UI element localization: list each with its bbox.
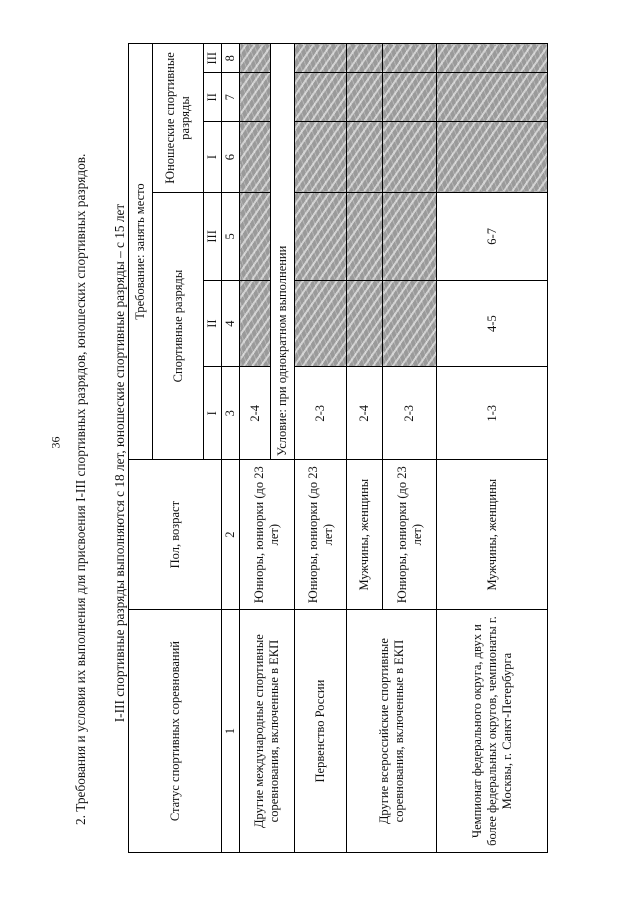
column-number: 5 (222, 192, 240, 280)
column-number: 3 (222, 367, 240, 460)
column-number: 2 (222, 460, 240, 610)
column-number: 8 (222, 44, 240, 73)
shaded-cell (295, 192, 347, 280)
header-youth-ranks: Юношеские спортивные разряды (153, 44, 204, 193)
header-sport-ranks: Спортивные разряды (153, 192, 204, 459)
shaded-cell (347, 73, 383, 122)
header-gender-age: Пол, возраст (129, 460, 222, 610)
section-heading: 2. Требования и условия их выполнения для присвоения I-III спортивных разрядов, юношеских спортивных разрядов. (73, 153, 88, 825)
column-number: 4 (222, 280, 240, 367)
shaded-cell (347, 192, 383, 280)
shaded-cell (240, 280, 271, 367)
shaded-cell (240, 192, 271, 280)
shaded-cell (240, 122, 271, 193)
gender-cell: Мужчины, женщины (437, 460, 548, 610)
shaded-cell (437, 73, 548, 122)
header-status: Статус спортивных соревнований (129, 610, 222, 853)
shaded-cell (347, 280, 383, 367)
place-rank-3: 6-7 (437, 192, 548, 280)
rank-label: II (204, 73, 222, 122)
page-number: 36 (48, 436, 63, 449)
column-number: 1 (222, 610, 240, 853)
place-rank-1: 2-4 (347, 367, 383, 460)
status-cell: Первенство России (295, 610, 347, 853)
status-cell: Другие международные спортивные соревнования, включенные в ЕКП (240, 610, 295, 853)
shaded-cell (295, 280, 347, 367)
condition-text: Условие: при однократном выполнении (271, 44, 295, 460)
place-rank-1: 2-3 (383, 367, 437, 460)
status-cell: Чемпионат федерального округа, двух и более федеральных округов, чемпионаты г. Москвы, г. Санкт-Петербурга (437, 610, 548, 853)
rank-label: III (204, 44, 222, 73)
rank-label: II (204, 280, 222, 367)
place-rank-1: 2-3 (295, 367, 347, 460)
shaded-cell (437, 44, 548, 73)
place-rank-1: 1-3 (437, 367, 548, 460)
rank-label: III (204, 192, 222, 280)
shaded-cell (240, 73, 271, 122)
age-requirement-subheading: I-III спортивные разряды выполняются с 18 лет, юношеские спортивные разряды – с 15 лет (112, 203, 127, 723)
gender-cell: Юниоры, юниорки (до 23 лет) (383, 460, 437, 610)
shaded-cell (295, 44, 347, 73)
column-number: 7 (222, 73, 240, 122)
shaded-cell (347, 122, 383, 193)
shaded-cell (383, 280, 437, 367)
shaded-cell (295, 122, 347, 193)
rank-label: I (204, 122, 222, 193)
shaded-cell (383, 192, 437, 280)
shaded-cell (347, 44, 383, 73)
header-requirement: Требование: занять место (129, 44, 153, 460)
place-rank-2: 4-5 (437, 280, 548, 367)
place-rank-1: 2-4 (240, 367, 271, 460)
shaded-cell (295, 73, 347, 122)
shaded-cell (383, 73, 437, 122)
gender-cell: Юниоры, юниорки (до 23 лет) (295, 460, 347, 610)
requirements-table (128, 43, 548, 853)
column-number: 6 (222, 122, 240, 193)
shaded-cell (383, 122, 437, 193)
shaded-cell (437, 122, 548, 193)
shaded-cell (240, 44, 271, 73)
gender-cell: Юниоры, юниорки (до 23 лет) (240, 460, 295, 610)
rank-label: I (204, 367, 222, 460)
status-cell: Другие всероссийские спортивные соревнования, включенные в ЕКП (347, 610, 437, 853)
gender-cell: Мужчины, женщины (347, 460, 383, 610)
shaded-cell (383, 44, 437, 73)
